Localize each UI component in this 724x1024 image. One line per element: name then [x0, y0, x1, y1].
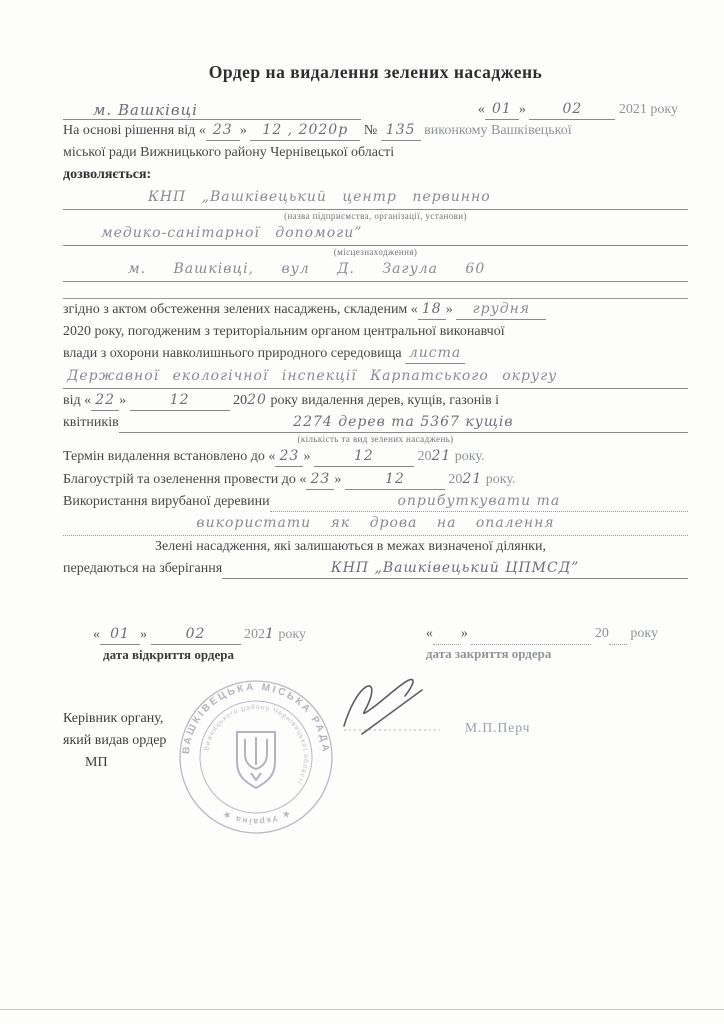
quantity-field: 2274 дерев та 5367 кущів — [119, 412, 688, 433]
order-close-date-block — [426, 623, 658, 664]
stamp-ring-top-text: ВАШКІВЕЦЬКА МІСЬКА РАДА — [180, 681, 332, 755]
issuer-line-1: Керівник органу, — [63, 711, 164, 726]
document-title: Ордер на видалення зелених насаджень — [208, 62, 543, 82]
organization-name-value-2: медико-санітарної допомоги” — [101, 225, 363, 241]
removal-roku: року. — [454, 449, 485, 464]
quote-close: » — [119, 393, 127, 408]
trident-icon — [237, 732, 275, 788]
landscaping-label: Благоустрій та озеленення провести до — [63, 472, 296, 487]
open-date-year-printed: 202 — [244, 627, 265, 642]
landscaping-roku: року. — [485, 472, 516, 487]
organization-caption: (назва підприємства, організації, установи) — [284, 211, 467, 221]
wood-usage-label: Використання вирубаної деревини — [63, 494, 270, 509]
from-label: від — [63, 393, 81, 408]
open-date-year-hw: 1 — [265, 626, 275, 642]
permit-label: дозволяється: — [63, 167, 152, 182]
address-value: м. Вашківці, вул Д. Загула 60 — [128, 261, 486, 277]
landscaping-month-field: 12 — [345, 469, 445, 490]
open-date-day-field: 01 — [100, 624, 140, 645]
close-date-day-field — [433, 624, 461, 645]
removal-month-field: 12 — [314, 446, 414, 467]
issuer-title — [63, 708, 166, 774]
act-year-hw: 20 — [247, 392, 267, 408]
basis-council: міської ради Вижницького району Чернівецької області — [63, 145, 395, 160]
open-date-roku: року — [278, 627, 307, 642]
removal-year-printed: 20 — [417, 449, 432, 464]
landscaping-line — [63, 468, 688, 491]
quote-open: « — [425, 626, 433, 641]
removal-day-field: 23 — [275, 446, 303, 467]
storage-transfer-label: передаються на зберігання — [63, 561, 223, 576]
close-date-month-field — [471, 624, 591, 645]
official-stamp — [175, 676, 337, 843]
act-line-4 — [63, 389, 688, 412]
close-date-year-field — [609, 624, 627, 645]
act-intro: згідно з актом обстеження зелених насаджень, складеним — [63, 302, 408, 317]
quantity-caption: (кількість та вид зелених насаджень) — [297, 434, 454, 444]
order-open-date-top — [478, 99, 678, 120]
organization-name-field-2 — [63, 222, 688, 246]
city-value: м. Вашківці — [93, 101, 198, 119]
city-date-row — [63, 99, 678, 120]
basis-month-year-field: 12 , 2020р — [250, 120, 360, 141]
open-date-caption: дата відкриття ордера — [103, 647, 234, 662]
act-letter-field: листа — [405, 343, 465, 364]
act-line-2 — [63, 321, 688, 343]
order-open-date — [93, 623, 306, 646]
quote-open: « — [93, 627, 100, 642]
open-year-label: 2021 року — [618, 102, 678, 117]
close-date-caption: дата закриття ордера — [425, 646, 552, 661]
number-sign: № — [363, 123, 378, 138]
open-day-field: 01 — [485, 99, 519, 120]
act-line-5 — [63, 412, 688, 433]
quote-open: « — [268, 449, 276, 464]
act-line-1 — [63, 299, 688, 321]
basis-day-field: 23 — [206, 120, 240, 141]
basis-line-1 — [63, 120, 688, 142]
organization-name-value: КНП „Вашківецький центр первинно — [148, 189, 491, 205]
quote-open: « — [299, 472, 307, 487]
flowerbeds-label: квітників — [63, 415, 119, 430]
signature-block — [63, 680, 688, 930]
decision-number-field: 135 — [381, 120, 421, 141]
act-removal-text: року видалення дерев, кущів, газонів і — [270, 393, 500, 408]
inspection-field — [63, 365, 688, 389]
svg-text:★ Україна ★ — [220, 808, 292, 827]
act-day-field: 18 — [418, 299, 446, 320]
order-close-date — [426, 623, 658, 645]
location-caption: (місцезнаходження) — [333, 247, 418, 257]
blank-fill-line — [63, 282, 688, 299]
city-field — [63, 101, 361, 120]
landscaping-day-field: 23 — [306, 469, 334, 490]
removal-term-line — [63, 445, 688, 468]
order-dates-row — [93, 623, 658, 664]
close-date-roku: року — [630, 626, 658, 641]
basis-post: виконкому Вашківецької — [424, 123, 572, 138]
stamp-inner-ring-text: Вижницького району Чернівецької області — [203, 703, 310, 786]
quote-close: » — [460, 626, 468, 641]
organization-name-field — [63, 186, 688, 210]
act-environment: влади з охорони навколишнього природного середовища — [63, 346, 402, 361]
close-date-year-printed: 20 — [594, 626, 609, 641]
inspection-value: Державної екологічної інспекції Карпатського округу — [67, 368, 558, 384]
page-bottom-edge — [0, 1009, 724, 1010]
quote-close: » — [140, 627, 147, 642]
issuer-name: М.П.Перч — [465, 720, 531, 735]
storage-text: Зелені насадження, які залишаються в межах визначеної ділянки, — [155, 539, 546, 554]
stamp-ring-bottom-text: ★ Україна ★ — [219, 808, 293, 828]
quote-close: » — [518, 102, 526, 117]
issuer-line-2: який видав ордер — [63, 733, 167, 748]
order-open-date-block — [93, 623, 306, 664]
act-agreed: 2020 року, погодженим з територіальним органом центральної виконавчої — [63, 324, 505, 339]
removal-term-label: Термін видалення встановлено до — [63, 449, 265, 464]
wood-usage-line-1 — [63, 491, 688, 512]
landscaping-year-printed: 20 — [448, 472, 463, 487]
removal-year-hw: 21 — [431, 448, 452, 464]
stamp-place-label: МП — [85, 755, 108, 770]
open-month-field: 02 — [529, 99, 615, 120]
quote-open: « — [477, 102, 485, 117]
act-month-field: грудня — [456, 299, 546, 320]
act-from-month-field: 12 — [130, 390, 230, 411]
keeper-field: КНП „Вашківецький ЦПМСД” — [222, 558, 688, 579]
quote-close: » — [239, 123, 247, 138]
act-year-printed: 20 — [233, 393, 248, 408]
quote-close: » — [303, 449, 311, 464]
wood-usage-field-1: оприбуткувати та — [270, 491, 688, 512]
basis-line-2 — [63, 142, 688, 164]
quote-open: « — [198, 123, 206, 138]
open-date-month-field: 02 — [151, 624, 241, 645]
basis-pre: На основі рішення від — [63, 123, 196, 138]
act-line-3 — [63, 343, 688, 365]
storage-line-2 — [63, 558, 688, 579]
storage-line-1 — [63, 536, 688, 558]
address-field — [63, 258, 688, 282]
landscaping-year-hw: 21 — [462, 471, 483, 487]
quote-close: » — [334, 472, 342, 487]
permit-label-line — [63, 164, 688, 186]
wood-usage-field-2 — [63, 512, 688, 536]
quote-close: » — [445, 302, 453, 317]
wood-usage-value-2: використати як дрова на опалення — [196, 515, 555, 531]
act-from-day-field: 22 — [91, 390, 119, 411]
signature — [330, 674, 460, 749]
quote-open: « — [84, 393, 92, 408]
quote-open: « — [410, 302, 418, 317]
